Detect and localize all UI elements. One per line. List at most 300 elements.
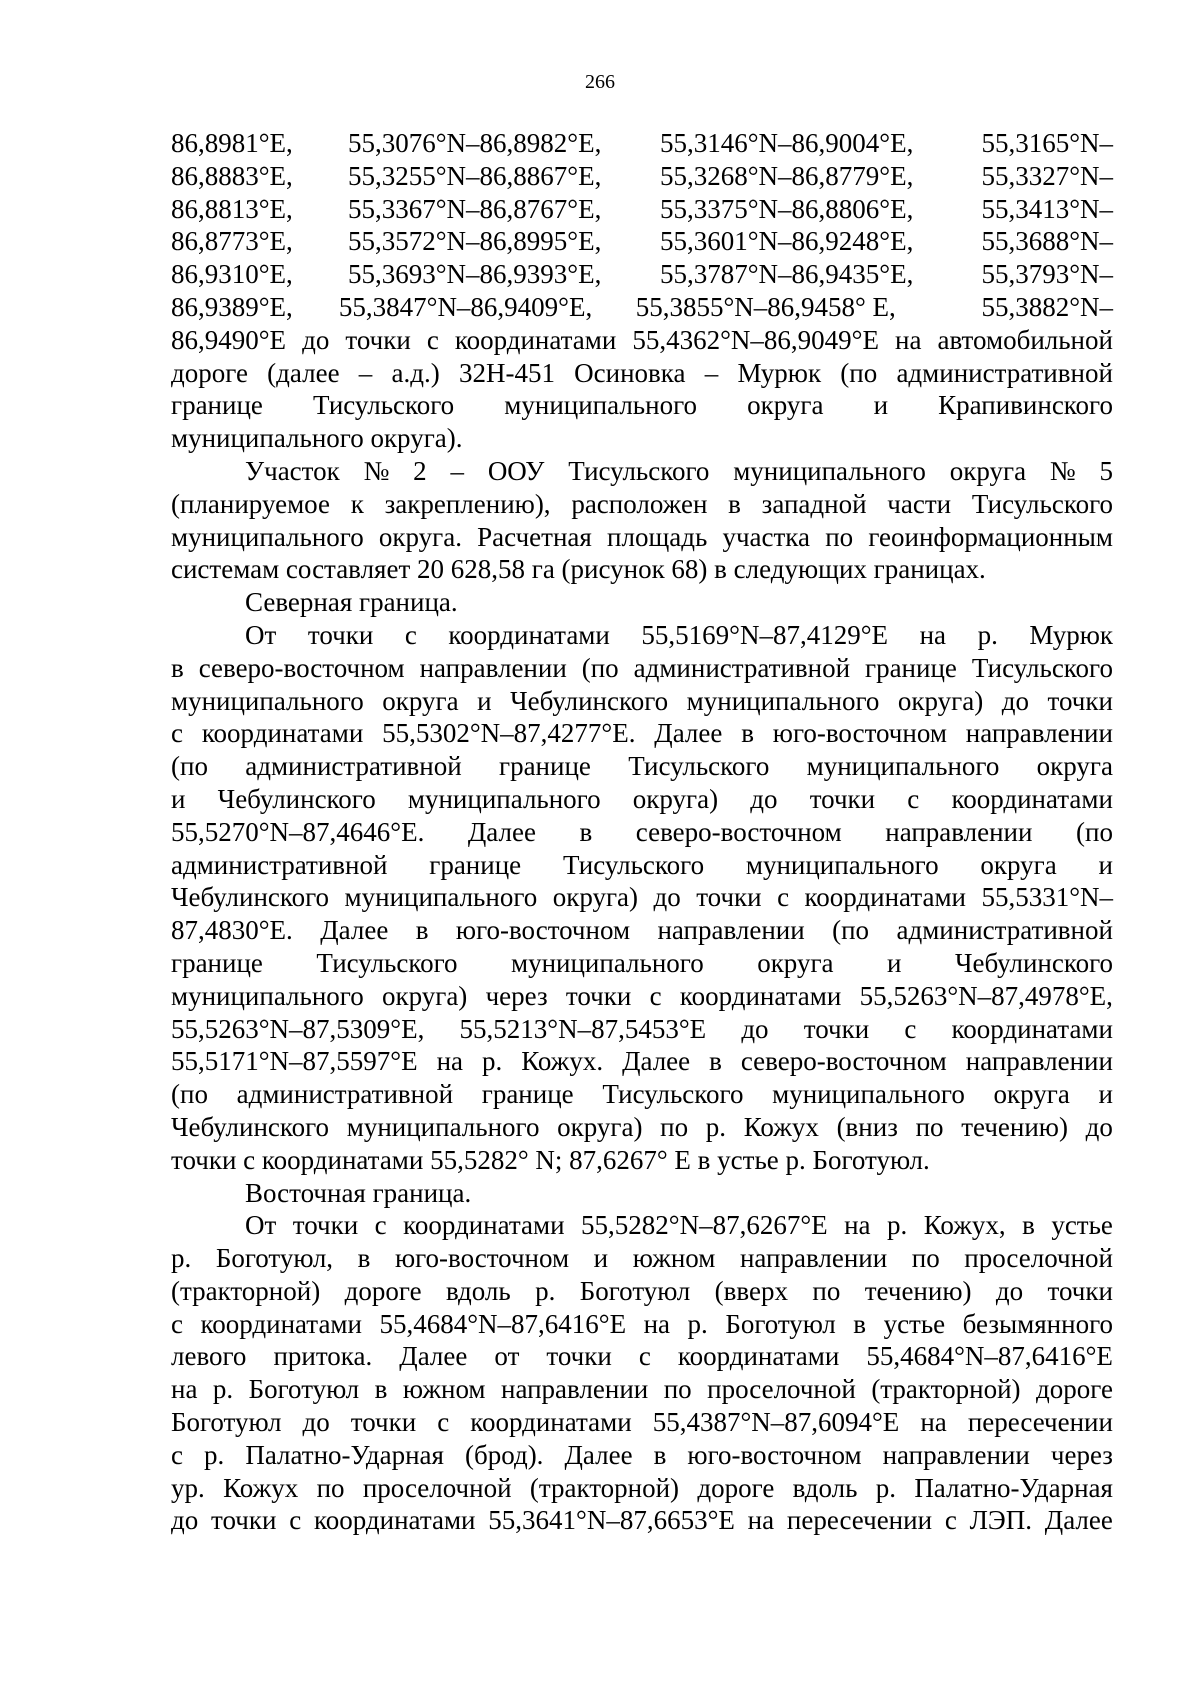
word: дороге bbox=[697, 1472, 775, 1503]
word: муниципального bbox=[772, 1079, 965, 1110]
word: направлении bbox=[657, 915, 805, 946]
text-line bbox=[171, 1045, 1113, 1078]
word: и bbox=[1098, 1079, 1113, 1110]
word: 55,5171°N–87,5597°E bbox=[171, 1046, 418, 1077]
word: координатами bbox=[679, 980, 842, 1011]
word: (по bbox=[171, 1079, 208, 1110]
word: (планируемое bbox=[171, 488, 330, 519]
text-line bbox=[171, 1406, 1113, 1439]
word: ЛЭП. bbox=[969, 1505, 1032, 1536]
text-line bbox=[171, 849, 1113, 882]
text-line bbox=[171, 1078, 1113, 1111]
word: на bbox=[436, 1046, 463, 1077]
word: 5 bbox=[1099, 455, 1113, 486]
word: (по bbox=[832, 915, 870, 946]
word: Кожух bbox=[223, 1472, 299, 1503]
coordinate-cell: 55,3572°N–86,8995°E, bbox=[348, 226, 602, 257]
word: южном bbox=[632, 1243, 716, 1274]
word: в bbox=[741, 718, 754, 749]
word: в bbox=[653, 1439, 667, 1470]
coordinate-cell: 55,3693°N–86,9393°E, bbox=[348, 259, 602, 290]
word: округа bbox=[757, 947, 834, 978]
word: № bbox=[1049, 455, 1076, 486]
word: с bbox=[649, 980, 662, 1011]
word: точки bbox=[1047, 685, 1113, 716]
text-line bbox=[171, 455, 1113, 488]
word: в bbox=[853, 1308, 867, 1339]
word: округа) bbox=[897, 685, 984, 716]
coordinate-cell: 55,3793°N– bbox=[981, 259, 1113, 290]
coordinate-cell: 55,3413°N– bbox=[981, 193, 1113, 224]
word: 55,5331°N– bbox=[981, 882, 1113, 913]
text-line bbox=[171, 816, 1113, 849]
word: Тисульского bbox=[568, 455, 710, 486]
word: Тисульского bbox=[971, 488, 1113, 519]
word: От bbox=[245, 619, 277, 650]
word: с bbox=[289, 1505, 302, 1536]
word: (по bbox=[581, 652, 619, 683]
word: северо-восточном bbox=[198, 652, 405, 683]
word: точки bbox=[565, 980, 632, 1011]
word: юго-восточном bbox=[687, 1439, 862, 1470]
word: 87,4830°E. bbox=[171, 915, 293, 946]
word: Палатно-Ударная bbox=[914, 1472, 1113, 1503]
word: по bbox=[915, 1111, 944, 1142]
word: до bbox=[302, 324, 330, 355]
word: 55,5302°N–87,4277°E. bbox=[382, 718, 636, 749]
text-line bbox=[171, 1439, 1113, 1472]
word: 55,4387°N–87,6094°E bbox=[652, 1407, 900, 1438]
text-line bbox=[171, 980, 1113, 1013]
word: р. bbox=[535, 1275, 556, 1306]
word: (тракторной) bbox=[871, 1374, 1021, 1405]
word: (брод). bbox=[465, 1439, 544, 1470]
word: по bbox=[911, 1243, 940, 1274]
text-line bbox=[171, 324, 1113, 357]
word: в bbox=[357, 1243, 371, 1274]
word: От bbox=[245, 1210, 277, 1241]
word: с bbox=[437, 1407, 450, 1438]
word: муниципального bbox=[504, 390, 697, 421]
word: (по bbox=[171, 751, 208, 782]
word: Боготуюл, bbox=[215, 1243, 334, 1274]
body-paragraphs bbox=[171, 324, 1113, 1537]
word: и bbox=[887, 947, 902, 978]
word: Тисульского bbox=[562, 849, 705, 880]
text-line bbox=[171, 717, 1113, 750]
word: – bbox=[450, 455, 464, 486]
word: административной bbox=[171, 849, 388, 880]
coordinate-cell: 86,8883°E, bbox=[171, 160, 293, 191]
text-line: точки с координатами 55,5282° N; 87,6267° E в устье р. Боготуюл. bbox=[171, 1144, 930, 1175]
word: (по bbox=[1076, 816, 1113, 847]
word: с bbox=[904, 1013, 917, 1044]
coordinate-cell: 55,3268°N–86,8779°E, bbox=[660, 160, 914, 191]
word: расположен bbox=[571, 488, 708, 519]
word: 55,4684°N–87,6416°E bbox=[866, 1341, 1113, 1372]
word: Чебулинского bbox=[217, 783, 376, 814]
word: Далее bbox=[399, 1341, 468, 1372]
word: на bbox=[844, 1210, 871, 1241]
word: р. bbox=[875, 1472, 896, 1503]
word: вдоль bbox=[792, 1472, 858, 1503]
word: точки bbox=[350, 1407, 417, 1438]
coordinate-row bbox=[171, 127, 1113, 160]
word: (тракторной) bbox=[171, 1275, 321, 1306]
word: 55,5263°N–87,5309°E, bbox=[171, 1013, 425, 1044]
word: (тракторной) bbox=[529, 1472, 680, 1503]
word: координатами bbox=[201, 718, 364, 749]
word: и bbox=[593, 1243, 609, 1274]
text-line: Северная граница. bbox=[245, 587, 458, 618]
word: округа bbox=[747, 390, 824, 421]
word: Тисульского bbox=[628, 751, 770, 782]
word: р. bbox=[687, 1308, 708, 1339]
text-line bbox=[171, 750, 1113, 783]
text-line bbox=[171, 619, 1113, 652]
word: округа. bbox=[378, 521, 462, 552]
word: юго-восточном bbox=[394, 1243, 570, 1274]
word: до bbox=[995, 1275, 1024, 1306]
page-number: 266 bbox=[585, 71, 615, 93]
coordinate-cell: 86,9310°E, bbox=[171, 259, 293, 290]
word: с bbox=[171, 1439, 183, 1470]
coordinate-cell: 55,3255°N–86,8867°E, bbox=[348, 160, 602, 191]
word: р. bbox=[887, 1210, 908, 1241]
coordinate-cell: 86,8773°E, bbox=[171, 226, 293, 257]
word: на bbox=[643, 1308, 671, 1339]
word: 32Н-451 bbox=[458, 357, 555, 388]
coordinate-row bbox=[171, 193, 1113, 226]
word: координатами bbox=[403, 1210, 565, 1241]
word: безымянного bbox=[962, 1308, 1113, 1339]
word: (по bbox=[840, 357, 878, 388]
word: – bbox=[358, 357, 373, 388]
word: на bbox=[895, 324, 922, 355]
word: Палатно-Ударная bbox=[245, 1439, 444, 1470]
text-line bbox=[171, 947, 1113, 980]
word: юго-восточном bbox=[772, 718, 947, 749]
word: координатами bbox=[448, 619, 610, 650]
word: Тисульского bbox=[971, 652, 1113, 683]
word: южном bbox=[402, 1374, 486, 1405]
word: координатами bbox=[200, 1308, 362, 1339]
coordinate-cell: 55,3367°N–86,8767°E, bbox=[348, 193, 602, 224]
word: направлении bbox=[965, 718, 1113, 749]
word: округа) bbox=[381, 980, 468, 1011]
word: части bbox=[887, 488, 952, 519]
word: округа bbox=[993, 1079, 1070, 1110]
word: границе bbox=[429, 849, 522, 880]
word: муниципального bbox=[686, 685, 880, 716]
word: Чебулинского bbox=[171, 882, 330, 913]
word: дороге bbox=[1036, 1374, 1113, 1405]
word: точки bbox=[307, 619, 374, 650]
text-line bbox=[171, 389, 1113, 422]
word: Тисульского bbox=[602, 1079, 744, 1110]
word: и bbox=[873, 390, 889, 421]
word: муниципального bbox=[806, 751, 1000, 782]
word: 86,9490°E bbox=[171, 324, 287, 355]
word: ООУ bbox=[487, 455, 545, 486]
word: в bbox=[1022, 1210, 1035, 1241]
word: с bbox=[171, 718, 183, 749]
text-line bbox=[171, 1275, 1113, 1308]
word: Далее bbox=[622, 1046, 691, 1077]
word: до bbox=[1001, 685, 1029, 716]
text-line bbox=[171, 685, 1113, 718]
coordinate-row bbox=[171, 225, 1113, 258]
word: левого bbox=[171, 1341, 247, 1372]
word: с bbox=[777, 882, 790, 913]
document-body bbox=[171, 127, 1113, 1537]
word: округа) bbox=[632, 783, 719, 814]
word: муниципального bbox=[745, 849, 939, 880]
word: до bbox=[741, 1013, 769, 1044]
text-line: системам составляет 20 628,58 га (рисунок 68) в следующих границах. bbox=[171, 554, 986, 585]
word: Боготуюл bbox=[171, 1407, 282, 1438]
word: ур. bbox=[171, 1472, 205, 1503]
word: с bbox=[374, 1210, 387, 1241]
word: Боготуюл bbox=[248, 1374, 360, 1405]
word: округа bbox=[1036, 751, 1113, 782]
word: Кожух bbox=[743, 1111, 819, 1142]
word: границе bbox=[481, 1079, 574, 1110]
text-line: Восточная граница. bbox=[245, 1177, 472, 1208]
word: до bbox=[750, 783, 778, 814]
coordinate-cell: 86,9389°E, bbox=[171, 291, 293, 322]
word: через bbox=[1050, 1439, 1113, 1470]
word: и bbox=[1098, 849, 1113, 880]
word: административной bbox=[896, 357, 1113, 388]
word: административной bbox=[896, 915, 1113, 946]
word: закреплению), bbox=[384, 488, 551, 519]
text-line bbox=[171, 652, 1113, 685]
text-line bbox=[171, 1209, 1113, 1242]
word: к bbox=[350, 488, 364, 519]
coordinate-cell: 55,3601°N–86,9248°E, bbox=[660, 226, 914, 257]
word: точки bbox=[546, 1341, 612, 1372]
word: юго-восточном bbox=[455, 915, 631, 946]
word: координатами bbox=[951, 783, 1113, 814]
word: направлении bbox=[739, 1243, 888, 1274]
word: Далее bbox=[654, 718, 723, 749]
word: округа) bbox=[552, 882, 639, 913]
word: дороге bbox=[171, 357, 248, 388]
word: Чебулинского bbox=[954, 947, 1113, 978]
coordinate-cell: 86,8813°E, bbox=[171, 193, 293, 224]
word: пересечении bbox=[967, 1407, 1113, 1438]
word: и bbox=[477, 685, 492, 716]
word: (вверх bbox=[714, 1275, 788, 1306]
word: по bbox=[316, 1472, 345, 1503]
word: 55,5282°N–87,6267°E bbox=[581, 1210, 828, 1241]
word: направлении bbox=[882, 1439, 1030, 1470]
word: на bbox=[919, 619, 946, 650]
word: направлении bbox=[965, 1046, 1113, 1077]
coordinate-cell: 55,3076°N–86,8982°E, bbox=[348, 128, 602, 158]
word: координатами bbox=[470, 1407, 632, 1438]
word: в bbox=[415, 915, 429, 946]
text-line bbox=[171, 357, 1113, 390]
text-line bbox=[171, 881, 1113, 914]
word: Боготуюл bbox=[725, 1308, 836, 1339]
word: направлении bbox=[419, 652, 567, 683]
word: точки bbox=[292, 1210, 359, 1241]
word: геоинформационным bbox=[868, 521, 1113, 552]
word: вдоль bbox=[445, 1275, 511, 1306]
coordinate-row bbox=[171, 258, 1113, 291]
word: 55,3641°N–87,6653°E bbox=[488, 1505, 735, 1536]
coordinate-cell: 55,3327°N– bbox=[981, 160, 1113, 191]
coordinate-cell: 55,3847°N–86,9409°E, bbox=[338, 291, 593, 322]
word: до bbox=[171, 1505, 199, 1536]
word: координатами bbox=[804, 882, 966, 913]
word: (вниз bbox=[836, 1111, 898, 1142]
word: Далее bbox=[1044, 1505, 1113, 1536]
word: с bbox=[638, 1341, 651, 1372]
word: западной bbox=[761, 488, 867, 519]
text-line bbox=[171, 1373, 1113, 1406]
word: на bbox=[171, 1374, 198, 1405]
word: 55,5263°N–87,4978°E, bbox=[859, 980, 1113, 1011]
word: с bbox=[944, 1505, 957, 1536]
text-line bbox=[171, 488, 1113, 521]
word: на bbox=[920, 1407, 947, 1438]
word: северо-восточном bbox=[740, 1046, 947, 1077]
word: – bbox=[704, 357, 719, 388]
word: точки bbox=[803, 1013, 870, 1044]
word: с bbox=[907, 783, 920, 814]
word: дороге bbox=[344, 1275, 422, 1306]
word: автомобильной bbox=[937, 324, 1113, 355]
word: Тисульского bbox=[316, 947, 458, 978]
word: Расчетная bbox=[477, 521, 592, 552]
word: округа bbox=[980, 849, 1057, 880]
word: 55,5169°N–87,4129°E bbox=[641, 619, 888, 650]
word: административной bbox=[236, 1079, 454, 1110]
word: округа) bbox=[557, 1111, 643, 1142]
word: муниципального bbox=[733, 455, 926, 486]
word: Осиновка bbox=[574, 357, 686, 388]
coordinate-row bbox=[171, 291, 1113, 324]
word: до bbox=[302, 1407, 330, 1438]
word: точки bbox=[696, 882, 762, 913]
word: административной bbox=[245, 751, 462, 782]
word: р. bbox=[481, 1046, 503, 1077]
word: проселочной bbox=[362, 1472, 512, 1503]
word: по bbox=[660, 1111, 689, 1142]
word: границе bbox=[171, 390, 263, 421]
word: Чебулинского bbox=[510, 685, 669, 716]
text-line bbox=[171, 914, 1113, 947]
word: проселочной bbox=[964, 1243, 1113, 1274]
word: притока. bbox=[273, 1341, 373, 1372]
word: Тисульского bbox=[313, 390, 455, 421]
word: с bbox=[426, 324, 439, 355]
word: точки bbox=[345, 324, 411, 355]
word: на bbox=[747, 1505, 775, 1536]
word: устье bbox=[883, 1308, 946, 1339]
word: № bbox=[363, 455, 390, 486]
word: до bbox=[653, 882, 681, 913]
word: муниципального bbox=[407, 783, 601, 814]
word: Далее bbox=[564, 1439, 633, 1470]
word: в bbox=[709, 1046, 722, 1077]
word: Участок bbox=[245, 455, 340, 486]
text-line bbox=[171, 1111, 1113, 1144]
word: (далее bbox=[267, 357, 340, 388]
word: границе bbox=[499, 751, 591, 782]
word: точки bbox=[1047, 1275, 1113, 1306]
word: устье bbox=[1051, 1210, 1113, 1241]
word: Чебулинского bbox=[171, 1111, 330, 1142]
word: координатами bbox=[314, 1505, 476, 1536]
word: Мурюк bbox=[737, 357, 822, 388]
word: до bbox=[1085, 1111, 1113, 1142]
word: северо-восточном bbox=[635, 816, 842, 847]
word: Далее bbox=[467, 816, 536, 847]
word: направлении bbox=[501, 1374, 649, 1405]
word: координатами bbox=[454, 324, 617, 355]
word: границе bbox=[171, 947, 263, 978]
word: р. bbox=[204, 1439, 225, 1470]
word: с bbox=[171, 1308, 183, 1339]
word: 55,4362°N–86,9049°E bbox=[632, 324, 879, 355]
text-line bbox=[171, 783, 1113, 816]
coordinate-cell: 86,8981°E, bbox=[171, 128, 293, 158]
word: муниципального bbox=[171, 685, 364, 716]
word: р. bbox=[212, 1374, 234, 1405]
coordinate-cell: 55,3146°N–86,9004°E, bbox=[660, 128, 914, 158]
word: точки bbox=[809, 783, 876, 814]
coordinate-list bbox=[171, 127, 1113, 324]
word: а.д.) bbox=[391, 357, 440, 388]
word: течению) bbox=[961, 1111, 1068, 1142]
word: пересечении bbox=[786, 1505, 933, 1536]
word: направлении bbox=[885, 816, 1033, 847]
word: координатами bbox=[677, 1341, 840, 1372]
word: 2 bbox=[413, 455, 427, 486]
word: в bbox=[728, 488, 741, 519]
text-line bbox=[171, 1340, 1113, 1373]
word: площадь bbox=[607, 521, 708, 552]
word: границе bbox=[865, 652, 957, 683]
word: Кожух. bbox=[521, 1046, 604, 1077]
word: Боготуюл bbox=[579, 1275, 691, 1306]
text-line bbox=[171, 1308, 1113, 1341]
word: 55,5213°N–87,5453°E bbox=[459, 1013, 707, 1044]
word: муниципального bbox=[346, 1111, 540, 1142]
text-line bbox=[171, 1504, 1113, 1537]
coordinate-cell: 55,3688°N– bbox=[981, 226, 1113, 257]
text-line: муниципального округа). bbox=[171, 423, 463, 454]
coordinate-row bbox=[171, 160, 1113, 193]
word: в bbox=[171, 652, 184, 683]
word: координатами bbox=[951, 1013, 1113, 1044]
word: муниципального bbox=[511, 947, 704, 978]
word: в bbox=[579, 816, 593, 847]
word: с bbox=[404, 619, 417, 650]
word: 55,5270°N–87,4646°E. bbox=[171, 816, 425, 847]
word: муниципального bbox=[344, 882, 538, 913]
coordinate-cell: 55,3787°N–86,9435°E, bbox=[660, 259, 914, 290]
text-line bbox=[171, 1472, 1113, 1505]
word: округа bbox=[382, 685, 459, 716]
word: по bbox=[663, 1374, 692, 1405]
coordinate-cell: 55,3165°N– bbox=[981, 128, 1113, 158]
word: от bbox=[494, 1341, 520, 1372]
